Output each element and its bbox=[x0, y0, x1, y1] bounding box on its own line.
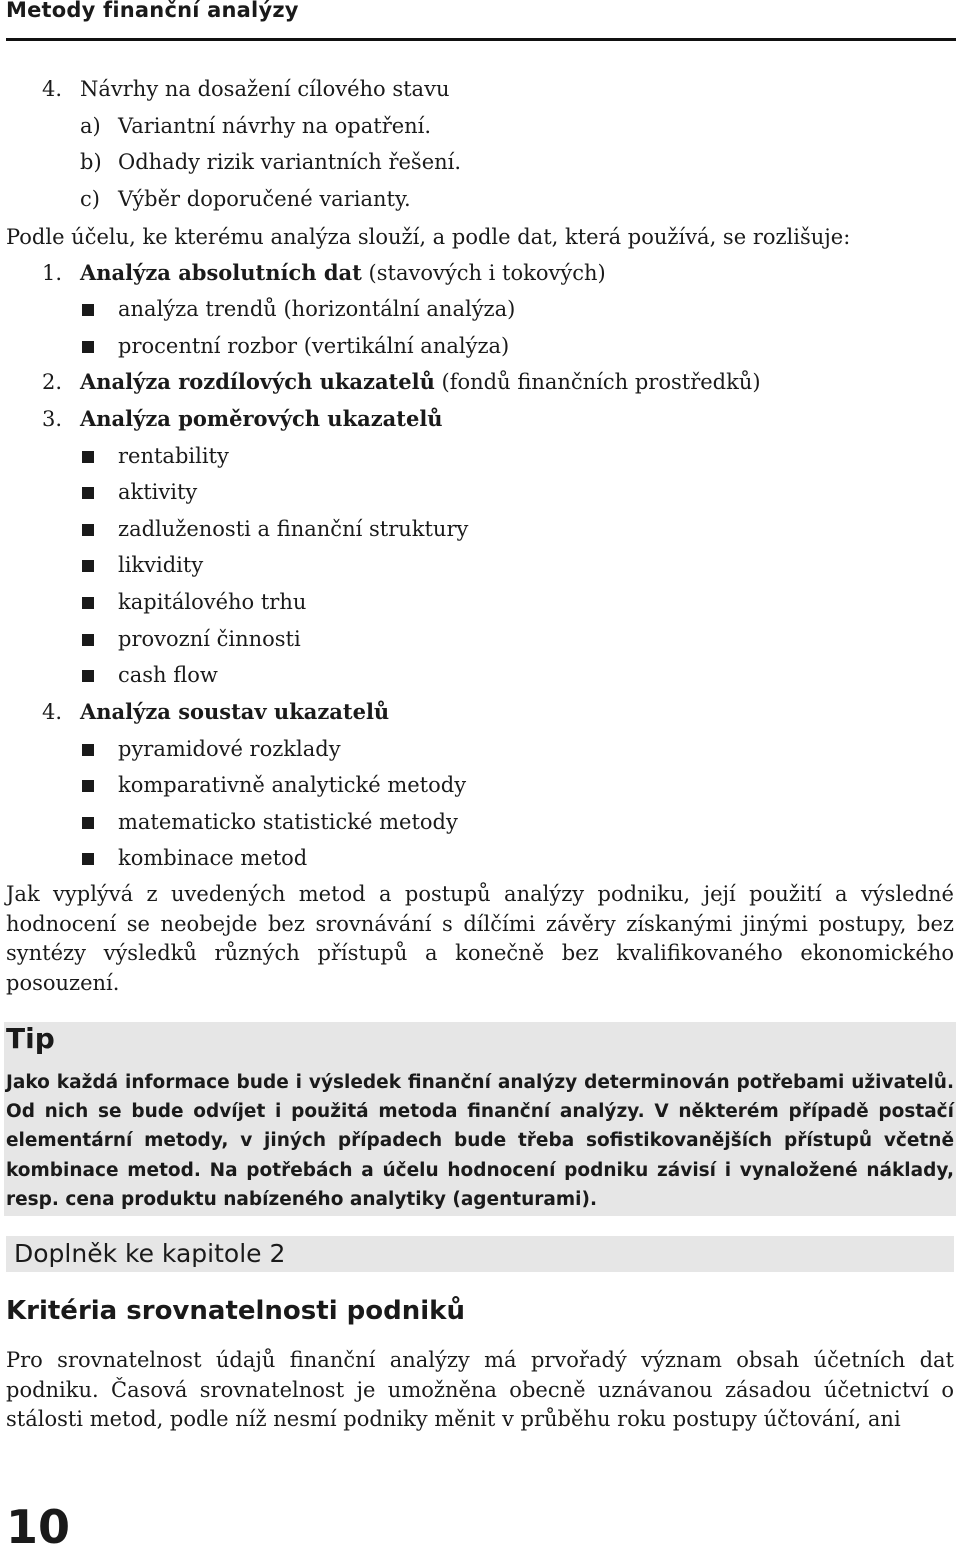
list-heading: Analýza soustav ukazatelů bbox=[80, 699, 390, 724]
sub-item-label: b) bbox=[80, 150, 102, 174]
body-paragraph: Pro srovnatelnost údajů finanční analýzy má prvořadý význam obsah účetních dat podniku. Časová srovnatelnost je umožněna obecně uznávanou zásadou účetnictví o stálosti metod, podle níž nesmí podniky měnit v průběhu roku postupy účtování, ani bbox=[6, 1348, 954, 1431]
bullet-text: aktivity bbox=[118, 480, 198, 504]
bullet-icon bbox=[82, 560, 94, 572]
bullet-text: matematicko statistické metody bbox=[118, 810, 458, 834]
list-heading: Analýza absolutních dat bbox=[80, 260, 362, 285]
bullet-icon bbox=[82, 670, 94, 682]
running-head-title: Metody finanční analýzy bbox=[6, 0, 299, 22]
list-number: 4. bbox=[42, 700, 63, 724]
bullet-text: likvidity bbox=[118, 553, 204, 577]
list-heading-suffix: (stavových i tokových) bbox=[361, 261, 606, 285]
sub-item-text: Výběr doporučené varianty. bbox=[118, 187, 411, 211]
bullet-icon bbox=[82, 853, 94, 865]
intro-line: Podle účelu, ke kterému analýza slouží, a podle dat, která používá, se rozlišuje: bbox=[6, 225, 851, 249]
bullet-text: kombinace metod bbox=[118, 846, 308, 870]
supplement-heading: Doplněk ke kapitole 2 bbox=[14, 1239, 286, 1268]
list-number: 4. bbox=[42, 77, 63, 101]
list-number: 1. bbox=[42, 261, 63, 285]
bullet-text: kapitálového trhu bbox=[118, 590, 307, 614]
bullet-icon bbox=[82, 524, 94, 536]
sub-item-label: c) bbox=[80, 187, 100, 211]
list-number: 3. bbox=[42, 407, 63, 431]
bullet-text: rentability bbox=[118, 444, 229, 468]
bullet-text: cash flow bbox=[118, 663, 218, 687]
bullet-text: zadluženosti a finanční struktury bbox=[118, 517, 469, 541]
page-number: 10 bbox=[6, 1500, 71, 1554]
list-heading: Analýza rozdílových ukazatelů bbox=[80, 369, 435, 394]
tip-title: Tip bbox=[6, 1022, 55, 1055]
sub-item-text: Odhady rizik variantních řešení. bbox=[118, 150, 462, 174]
bullet-icon bbox=[82, 634, 94, 646]
bullet-icon bbox=[82, 341, 94, 353]
running-head bbox=[6, 0, 956, 41]
bullet-text: procentní rozbor (vertikální analýza) bbox=[118, 334, 510, 358]
list-heading-suffix: (fondů finančních prostředků) bbox=[434, 370, 761, 394]
list-number: 2. bbox=[42, 370, 63, 394]
bullet-text: analýza trendů (horizontální analýza) bbox=[118, 297, 516, 321]
bullet-icon bbox=[82, 597, 94, 609]
list-text: Návrhy na dosažení cílového stavu bbox=[80, 77, 450, 101]
bullet-icon bbox=[82, 451, 94, 463]
list-heading: Analýza poměrových ukazatelů bbox=[80, 406, 443, 431]
bullet-icon bbox=[82, 744, 94, 756]
bullet-text: provozní činnosti bbox=[118, 627, 301, 651]
bullet-text: komparativně analytické metody bbox=[118, 773, 467, 797]
sub-item-text: Variantní návrhy na opatření. bbox=[118, 114, 432, 138]
bullet-icon bbox=[82, 304, 94, 316]
bullet-icon bbox=[82, 780, 94, 792]
bullet-icon bbox=[82, 817, 94, 829]
tip-text: Jako každá informace bude i výsledek finanční analýzy determinován potřebami uživatelů. Od nich se bude odvíjet i použitá metoda finanční analýzy. V některém případě postačí elementární metody, v jiných případech bude třeba sofistikovanějších přístupů včetně kombinace metod. Na potřebách a účelu hodnocení podniku závisí i vynaložené náklady, resp. cena produktu nabízeného analytiky (agenturami). bbox=[6, 1072, 954, 1210]
section-title: Kritéria srovnatelnosti podniků bbox=[6, 1296, 465, 1326]
bullet-icon bbox=[82, 487, 94, 499]
body-paragraph: Jak vyplývá z uvedených metod a postupů analýzy podniku, její použití a výsledné hodnocení se neobejde bez srovnávání s dílčími závěry získanými jinými postupy, bez syntézy výsledků různých přístupů a konečně bez kvalifikovaného ekonomického posouzení. bbox=[6, 882, 954, 995]
bullet-text: pyramidové rozklady bbox=[118, 737, 341, 761]
sub-item-label: a) bbox=[80, 114, 101, 138]
